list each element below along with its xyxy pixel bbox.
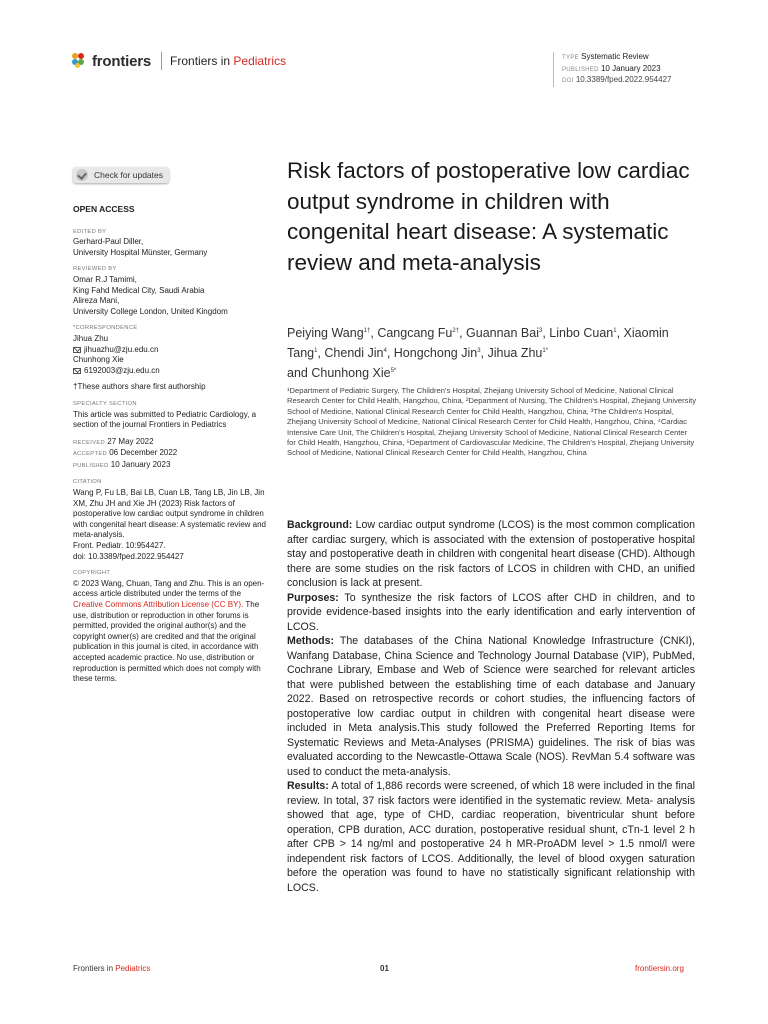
check-for-updates-button[interactable] bbox=[73, 167, 169, 183]
check-updates-icon bbox=[76, 169, 88, 181]
check-updates-label: Check for updates bbox=[94, 170, 163, 180]
shared-authorship-note: †These authors share first authorship bbox=[73, 382, 206, 392]
received-date: RECEIVED 27 May 2022 bbox=[73, 436, 154, 446]
author-name[interactable]: Cangcang $Fu^{2\dagger}$ bbox=[377, 326, 460, 341]
edited-by-heading: EDITED BY bbox=[73, 228, 107, 235]
frontiers-logo-icon bbox=[72, 53, 88, 69]
mail-icon bbox=[73, 347, 81, 353]
specialty-text: This article was submitted to Pediatric Cardiology, a section of the journal Frontiers in Pediatrics bbox=[73, 409, 257, 430]
reviewer-name: Alireza Mani, bbox=[73, 296, 120, 306]
doi-row[interactable]: DOI 10.3389/fped.2022.954427 bbox=[562, 75, 672, 84]
sidebar bbox=[73, 204, 273, 685]
corresponding-author-name: Chunhong Xie bbox=[73, 355, 124, 365]
author-name[interactable]: Guannan Bai$^3$ bbox=[466, 326, 543, 341]
copyright-heading: COPYRIGHT bbox=[73, 570, 111, 577]
reviewer-name: Omar R.J Tamimi, bbox=[73, 274, 137, 284]
citation-doi[interactable]: doi: 10.3389/fped.2022.954427 bbox=[73, 551, 184, 561]
reviewer-affiliation: King Fahd Medical City, Saudi Arabia bbox=[73, 285, 205, 295]
affiliations: ¹Department of Pediatric Surgery, The Children's Hospital, Zhejiang University School of Medicine, National Clinical Research Center for Child Health, Hangzhou, China, ²Department of Nursing, The Children's Hospital, Zhejiang University School of Medicine, National Clinical Research Center for Child Health, Hangzhou, China, ³The Children's Hospital, Zhejiang University School of Medicine, National Clinical Research Center for Child Health, Hangzhou, China, ⁴Cardiac Intensive Care Unit, The Children's Hospital, Zhejiang University School of Medicine, National Clinical Research Center for Child Health, Hangzhou, China, ⁵Department of Cardiovascular Medicine, The Children's Hospital, Zhejiang University School of Medicine, National Clinical Research Center for Child Health, Hangzhou, China bbox=[287, 386, 697, 458]
mail-icon bbox=[73, 368, 81, 374]
abstract-background: Background: Low cardiac output syndrome (LCOS) is the most common complication after cardiac surgery, which is associated with the extension of postoperative hospital stay and postoperative death in children with congenital heart disease (CHD). Although there are some studies on the risk factors of LCOS in children with CHD, an unified conclusion is lack at present. bbox=[287, 519, 695, 589]
author-name[interactable]: Chendi Jin$^4$ bbox=[324, 346, 387, 361]
correspondence-heading: *CORRESPONDENCE bbox=[73, 325, 138, 332]
abstract bbox=[287, 518, 695, 895]
reviewed-by-heading: REVIEWED BY bbox=[73, 266, 117, 273]
editor-name: Gerhard-Paul Diller, bbox=[73, 237, 144, 247]
article-title: Risk factors of postoperative low cardiac output syndrome in children with congenital heart disease: A systematic review and meta-analysis bbox=[287, 158, 690, 275]
type-row: TYPE Systematic Review bbox=[562, 52, 649, 61]
author-name[interactable]: Hongchong Jin$^3$ bbox=[393, 346, 481, 361]
abstract-purposes: Purposes: To synthesize the risk factors of LCOS after CHD in children, and to provide evidence-based insights into the early identification and early intervention of LCOS. bbox=[287, 591, 695, 633]
citation-journal: Front. Pediatr. 10:954427. bbox=[73, 541, 166, 551]
footer-site-link[interactable]: frontiersin.org bbox=[635, 964, 684, 973]
author-list: Peiying Wang$^{1\dagger}$, Cangcang $Fu^{2\dagger}$, Guannan Bai$^3$, Linbo Cuan$^1$, Xiaomin Tang$^1$, Chendi Jin$^4$, Hongchong Jin$^3$, Jihua Zhu$^{1*}$ and Chunhong Xie$^{5*}$ bbox=[287, 326, 669, 381]
reviewer-affiliation: University College London, United Kingdom bbox=[73, 306, 228, 316]
journal-title[interactable]: Frontiers in Pediatrics bbox=[170, 54, 287, 68]
abstract-results: Results: A total of 1,886 records were screened, of which 18 were included in the final review. In total, 37 risk factors were identified in the systematic review. Meta- analysis showed that age, type of CHD, cardiac reoperation, biventricular shunt before operation, CPB duration, ACC duration, postoperative residual shunt, cTn-1 level 2 h after CPB > 14 ng/ml and postoperative 24 h MR-ProADM level > 1.5 nmol/l were independent risk factors of LCOS. Additionally, the level of blood oxygen saturation before the operation was found to have no statistically significant relationship with LOCS. bbox=[287, 780, 695, 894]
page-number: 01 bbox=[380, 964, 389, 973]
cc-by-license-link[interactable]: Creative Commons Attribution License (CC BY). bbox=[73, 600, 244, 609]
corresponding-author-name: Jihua Zhu bbox=[73, 333, 109, 343]
header-divider bbox=[161, 52, 162, 70]
author-name[interactable]: Chunhong Xie$^{5*}$ bbox=[311, 366, 397, 381]
copyright-text: © 2023 Wang, Chuan, Tang and Zhu. This is an open-access article distributed under the terms of the Creative Commons Attribution License (CC BY). The use, distribution or reproduction in other forums is permitted, provided the original author(s) and the copyright owner(s) are credited and that the original publication in this journal is cited, in accordance with accepted academic practice. No use, distribution or reproduction is permitted which does not comply with these terms. bbox=[73, 578, 265, 684]
published-row: PUBLISHED 10 January 2023 bbox=[562, 63, 661, 73]
author-name[interactable]: Peiying Wang$^{1\dagger}$ bbox=[287, 326, 371, 341]
open-access-label: OPEN ACCESS bbox=[73, 204, 135, 214]
published-date: PUBLISHED 10 January 2023 bbox=[73, 459, 171, 469]
accepted-date: ACCEPTED 06 December 2022 bbox=[73, 448, 178, 458]
citation-heading: CITATION bbox=[73, 479, 102, 486]
brand-name: frontiers bbox=[92, 52, 152, 70]
article-meta bbox=[553, 52, 671, 87]
footer-journal[interactable]: Frontiers in Pediatrics bbox=[73, 964, 151, 973]
corresponding-author-email[interactable]: jihuazhu@zju.edu.cn bbox=[73, 345, 273, 356]
author-name[interactable]: Jihua Zhu$^{1*}$ bbox=[487, 346, 549, 361]
editor-affiliation: University Hospital Münster, Germany bbox=[73, 247, 208, 257]
author-name[interactable]: Xiaomin Tang$^1$ bbox=[287, 326, 669, 361]
citation-text: Wang P, Fu LB, Bai LB, Cuan LB, Tang LB, Jin LB, Jin XM, Zhu JH and Xie JH (2023) Risk factors of postoperative low cardiac output syndrome in children with congenital heart disease: A systematic review and meta-analysis. bbox=[73, 488, 266, 540]
corresponding-author-email[interactable]: 6192003@zju.edu.cn bbox=[73, 366, 273, 377]
abstract-methods: Methods: The databases of the China National Knowledge Infrastructure (CNKI), Wanfang Database, China Science and Technology Journal Database (VIP), PubMed, Cochrane Library, Embase and Web of Science were searched for relevant articles that were published between the establishing time of each database and January 2022. Based on retrospective records or cohort studies, the influencing factors of postoperative low cardiac output in children with congenital heart disease were included in Meta analysis.This study followed the Preferred Reporting Items for Systematic Reviews and Meta-Analyses (PRISMA) guidelines. The risk of bias was evaluated according to the Newcastle-Ottawa Scale (NOS). RevMan 5.4 software was used to conduct the meta-analysis. bbox=[287, 635, 695, 778]
specialty-heading: SPECIALTY SECTION bbox=[73, 400, 137, 407]
author-name[interactable]: Linbo Cuan$^1$ bbox=[549, 326, 617, 341]
frontiers-logo[interactable] bbox=[72, 50, 286, 72]
